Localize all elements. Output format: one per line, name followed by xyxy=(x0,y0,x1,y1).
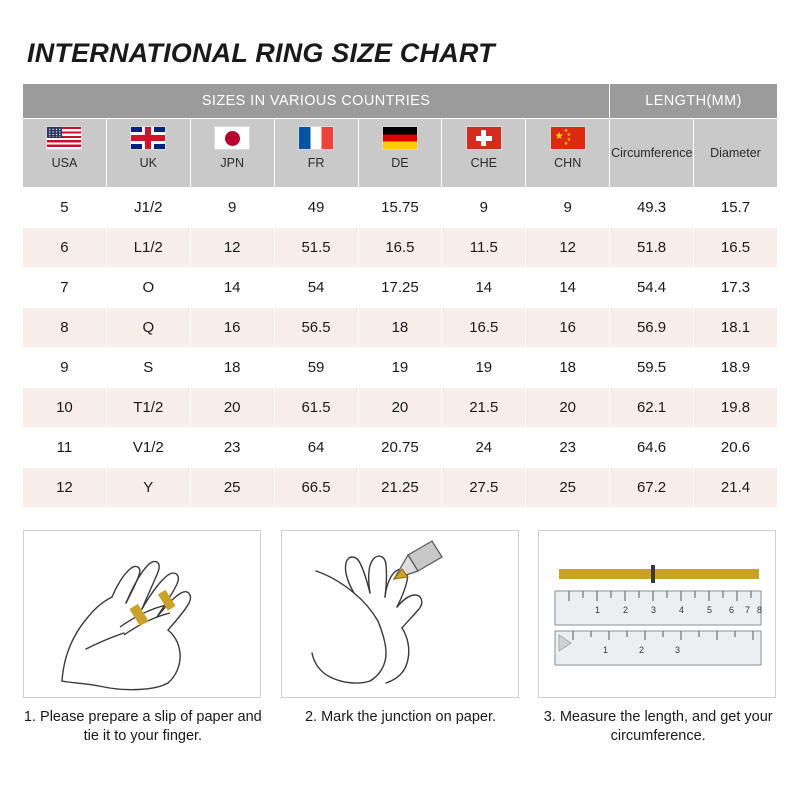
cell-circumference: 49.3 xyxy=(610,188,694,228)
cell-fr: 56.5 xyxy=(274,308,358,348)
svg-text:7: 7 xyxy=(745,605,751,615)
cell-chn: 25 xyxy=(526,468,610,508)
cell-che: 24 xyxy=(442,428,526,468)
column-header-jpn xyxy=(190,119,274,188)
cell-diameter: 16.5 xyxy=(694,228,778,268)
table-row xyxy=(23,268,778,308)
column-header-diameter: Diameter xyxy=(694,119,778,188)
cell-uk: V1/2 xyxy=(106,428,190,468)
table-flag-header-row xyxy=(23,119,778,188)
cell-che: 14 xyxy=(442,268,526,308)
cell-jpn: 23 xyxy=(190,428,274,468)
flag-switzerland-icon xyxy=(466,126,502,150)
step-3 xyxy=(538,530,778,746)
cell-uk: J1/2 xyxy=(106,188,190,228)
cell-usa: 8 xyxy=(23,308,107,348)
flag-usa-icon xyxy=(46,126,82,150)
svg-text:3: 3 xyxy=(651,605,657,615)
table-row xyxy=(23,308,778,348)
svg-text:5: 5 xyxy=(707,605,713,615)
group-header-length: LENGTH(MM) xyxy=(610,84,778,119)
cell-jpn: 12 xyxy=(190,228,274,268)
svg-text:2: 2 xyxy=(623,605,629,615)
cell-che: 21.5 xyxy=(442,388,526,428)
cell-che: 19 xyxy=(442,348,526,388)
cell-de: 20.75 xyxy=(358,428,442,468)
flag-germany-icon xyxy=(382,126,418,150)
cell-fr: 66.5 xyxy=(274,468,358,508)
cell-uk: O xyxy=(106,268,190,308)
cell-che: 27.5 xyxy=(442,468,526,508)
cell-usa: 12 xyxy=(23,468,107,508)
cell-chn: 18 xyxy=(526,348,610,388)
cell-fr: 54 xyxy=(274,268,358,308)
cell-fr: 59 xyxy=(274,348,358,388)
cell-uk: S xyxy=(106,348,190,388)
table-row xyxy=(23,388,778,428)
cell-fr: 64 xyxy=(274,428,358,468)
step-3-caption: 3. Measure the length, and get your circumference. xyxy=(543,709,773,744)
svg-text:6: 6 xyxy=(729,605,735,615)
column-code-che: CHE xyxy=(470,156,498,170)
cell-circumference: 67.2 xyxy=(610,468,694,508)
cell-circumference: 62.1 xyxy=(610,388,694,428)
column-header-fr xyxy=(274,119,358,188)
cell-usa: 6 xyxy=(23,228,107,268)
cell-jpn: 14 xyxy=(190,268,274,308)
cell-diameter: 21.4 xyxy=(694,468,778,508)
column-code-de: DE xyxy=(391,156,409,170)
table-group-header-row xyxy=(23,84,778,119)
cell-jpn: 20 xyxy=(190,388,274,428)
cell-uk: T1/2 xyxy=(106,388,190,428)
cell-uk: Y xyxy=(106,468,190,508)
flag-france-icon xyxy=(298,126,334,150)
cell-chn: 9 xyxy=(526,188,610,228)
table-row xyxy=(23,428,778,468)
cell-fr: 61.5 xyxy=(274,388,358,428)
column-code-uk: UK xyxy=(139,156,157,170)
svg-text:3: 3 xyxy=(675,645,681,655)
column-header-usa xyxy=(23,119,107,188)
page-title: INTERNATIONAL RING SIZE CHART xyxy=(27,38,495,68)
cell-usa: 11 xyxy=(23,428,107,468)
cell-de: 19 xyxy=(358,348,442,388)
table-row xyxy=(23,468,778,508)
column-header-circumference: Circumference xyxy=(610,119,694,188)
flag-japan-icon xyxy=(214,126,250,150)
cell-circumference: 56.9 xyxy=(610,308,694,348)
cell-che: 9 xyxy=(442,188,526,228)
step-2-caption: 2. Mark the junction on paper. xyxy=(304,709,497,725)
cell-de: 20 xyxy=(358,388,442,428)
cell-circumference: 64.6 xyxy=(610,428,694,468)
table-row xyxy=(23,188,778,228)
cell-chn: 23 xyxy=(526,428,610,468)
table-row xyxy=(23,348,778,388)
cell-fr: 49 xyxy=(274,188,358,228)
cell-circumference: 59.5 xyxy=(610,348,694,388)
step-1 xyxy=(23,530,263,746)
svg-text:1: 1 xyxy=(595,605,601,615)
svg-text:4: 4 xyxy=(679,605,685,615)
cell-de: 16.5 xyxy=(358,228,442,268)
cell-usa: 5 xyxy=(23,188,107,228)
cell-fr: 51.5 xyxy=(274,228,358,268)
hand-with-paper-strip-icon xyxy=(23,530,261,698)
cell-de: 21.25 xyxy=(358,468,442,508)
group-header-countries: SIZES IN VARIOUS COUNTRIES xyxy=(23,84,610,119)
ruler-measuring-strip-icon xyxy=(538,530,776,698)
cell-jpn: 25 xyxy=(190,468,274,508)
cell-de: 18 xyxy=(358,308,442,348)
column-header-de xyxy=(358,119,442,188)
cell-usa: 7 xyxy=(23,268,107,308)
column-code-chn: CHN xyxy=(554,156,582,170)
column-header-uk xyxy=(106,119,190,188)
column-code-usa: USA xyxy=(51,156,78,170)
cell-circumference: 51.8 xyxy=(610,228,694,268)
cell-diameter: 15.7 xyxy=(694,188,778,228)
column-header-che xyxy=(442,119,526,188)
cell-uk: L1/2 xyxy=(106,228,190,268)
cell-che: 16.5 xyxy=(442,308,526,348)
cell-usa: 10 xyxy=(23,388,107,428)
cell-che: 11.5 xyxy=(442,228,526,268)
step-1-caption: 1. Please prepare a slip of paper and tie it to your finger. xyxy=(23,709,262,744)
column-code-fr: FR xyxy=(307,156,325,170)
cell-diameter: 18.9 xyxy=(694,348,778,388)
cell-circumference: 54.4 xyxy=(610,268,694,308)
table-row xyxy=(23,228,778,268)
svg-text:8: 8 xyxy=(757,605,763,615)
cell-diameter: 20.6 xyxy=(694,428,778,468)
cell-chn: 12 xyxy=(526,228,610,268)
cell-diameter: 19.8 xyxy=(694,388,778,428)
measuring-instructions xyxy=(22,530,778,746)
cell-diameter: 17.3 xyxy=(694,268,778,308)
svg-text:2: 2 xyxy=(639,645,645,655)
column-header-chn xyxy=(526,119,610,188)
cell-jpn: 9 xyxy=(190,188,274,228)
cell-diameter: 18.1 xyxy=(694,308,778,348)
flag-china-icon: ★ ★ ★ ★ ★ xyxy=(550,126,586,150)
cell-jpn: 16 xyxy=(190,308,274,348)
cell-chn: 14 xyxy=(526,268,610,308)
step-2 xyxy=(281,530,521,746)
cell-jpn: 18 xyxy=(190,348,274,388)
cell-chn: 20 xyxy=(526,388,610,428)
cell-uk: Q xyxy=(106,308,190,348)
cell-de: 17.25 xyxy=(358,268,442,308)
column-code-jpn: JPN xyxy=(220,156,244,170)
flag-uk-icon xyxy=(130,126,166,150)
svg-text:1: 1 xyxy=(603,645,609,655)
hand-with-pen-marking-icon xyxy=(281,530,519,698)
ring-size-table xyxy=(22,83,778,508)
cell-chn: 16 xyxy=(526,308,610,348)
cell-usa: 9 xyxy=(23,348,107,388)
cell-de: 15.75 xyxy=(358,188,442,228)
